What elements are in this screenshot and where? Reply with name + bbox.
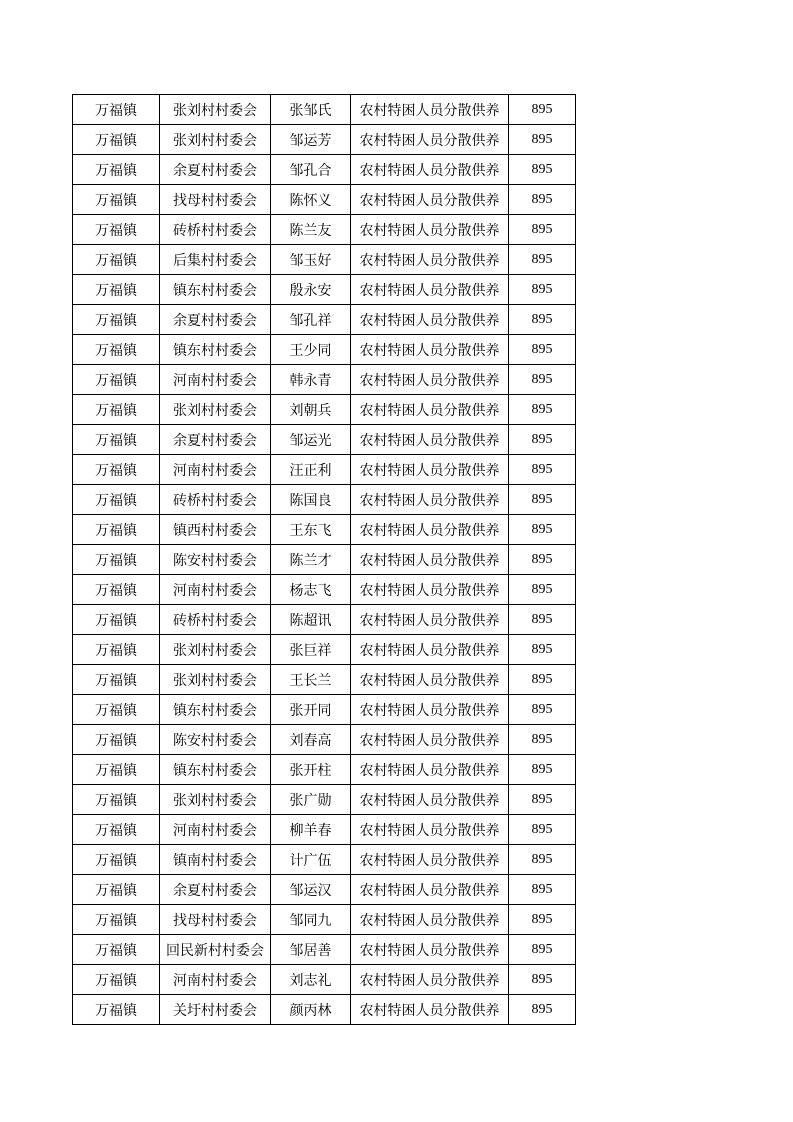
town-cell: 万福镇: [73, 695, 160, 725]
town-cell: 万福镇: [73, 755, 160, 785]
person-name-cell: 邹玉好: [271, 245, 351, 275]
person-name-cell: 计广伍: [271, 845, 351, 875]
table-row: [73, 155, 576, 185]
amount-cell: 895: [509, 995, 576, 1025]
person-name-cell: 邹居善: [271, 935, 351, 965]
person-name-cell: 殷永安: [271, 275, 351, 305]
records-table: [72, 94, 576, 1025]
assistance-type-cell: 农村特困人员分散供养: [351, 665, 509, 695]
amount-cell: 895: [509, 185, 576, 215]
town-cell: 万福镇: [73, 155, 160, 185]
amount-cell: 895: [509, 635, 576, 665]
table-row: [73, 575, 576, 605]
assistance-type-cell: 农村特困人员分散供养: [351, 845, 509, 875]
town-cell: 万福镇: [73, 935, 160, 965]
village-committee-cell: 张刘村村委会: [160, 125, 271, 155]
table-row: [73, 965, 576, 995]
table-row: [73, 665, 576, 695]
table-row: [73, 545, 576, 575]
table-row: [73, 755, 576, 785]
table-row: [73, 335, 576, 365]
village-committee-cell: 找母村村委会: [160, 905, 271, 935]
town-cell: 万福镇: [73, 125, 160, 155]
village-committee-cell: 回民新村村委会: [160, 935, 271, 965]
table-row: [73, 635, 576, 665]
town-cell: 万福镇: [73, 635, 160, 665]
table-row: [73, 245, 576, 275]
town-cell: 万福镇: [73, 365, 160, 395]
table-row: [73, 95, 576, 125]
person-name-cell: 陈兰友: [271, 215, 351, 245]
town-cell: 万福镇: [73, 215, 160, 245]
amount-cell: 895: [509, 305, 576, 335]
assistance-type-cell: 农村特困人员分散供养: [351, 95, 509, 125]
table-row: [73, 605, 576, 635]
amount-cell: 895: [509, 935, 576, 965]
assistance-type-cell: 农村特困人员分散供养: [351, 215, 509, 245]
assistance-type-cell: 农村特困人员分散供养: [351, 875, 509, 905]
village-committee-cell: 河南村村委会: [160, 575, 271, 605]
town-cell: 万福镇: [73, 185, 160, 215]
village-committee-cell: 镇南村村委会: [160, 845, 271, 875]
person-name-cell: 陈超讯: [271, 605, 351, 635]
person-name-cell: 邹同九: [271, 905, 351, 935]
person-name-cell: 邹孔祥: [271, 305, 351, 335]
amount-cell: 895: [509, 875, 576, 905]
town-cell: 万福镇: [73, 305, 160, 335]
assistance-type-cell: 农村特困人员分散供养: [351, 935, 509, 965]
assistance-type-cell: 农村特困人员分散供养: [351, 125, 509, 155]
person-name-cell: 韩永青: [271, 365, 351, 395]
table-row: [73, 845, 576, 875]
person-name-cell: 刘朝兵: [271, 395, 351, 425]
assistance-type-cell: 农村特困人员分散供养: [351, 515, 509, 545]
table-row: [73, 815, 576, 845]
person-name-cell: 汪正利: [271, 455, 351, 485]
town-cell: 万福镇: [73, 245, 160, 275]
village-committee-cell: 镇东村村委会: [160, 695, 271, 725]
table-row: [73, 125, 576, 155]
table-row: [73, 695, 576, 725]
amount-cell: 895: [509, 785, 576, 815]
assistance-type-cell: 农村特困人员分散供养: [351, 605, 509, 635]
person-name-cell: 张开柱: [271, 755, 351, 785]
amount-cell: 895: [509, 485, 576, 515]
amount-cell: 895: [509, 755, 576, 785]
amount-cell: 895: [509, 725, 576, 755]
table-row: [73, 455, 576, 485]
person-name-cell: 陈怀义: [271, 185, 351, 215]
town-cell: 万福镇: [73, 905, 160, 935]
village-committee-cell: 余夏村村委会: [160, 155, 271, 185]
town-cell: 万福镇: [73, 965, 160, 995]
village-committee-cell: 余夏村村委会: [160, 875, 271, 905]
amount-cell: 895: [509, 425, 576, 455]
assistance-type-cell: 农村特困人员分散供养: [351, 185, 509, 215]
amount-cell: 895: [509, 215, 576, 245]
amount-cell: 895: [509, 905, 576, 935]
table-row: [73, 935, 576, 965]
village-committee-cell: 砖桥村村委会: [160, 215, 271, 245]
table-row: [73, 515, 576, 545]
town-cell: 万福镇: [73, 665, 160, 695]
table-row: [73, 275, 576, 305]
assistance-type-cell: 农村特困人员分散供养: [351, 485, 509, 515]
person-name-cell: 刘春高: [271, 725, 351, 755]
table-row: [73, 995, 576, 1025]
town-cell: 万福镇: [73, 995, 160, 1025]
table-row: [73, 785, 576, 815]
person-name-cell: 杨志飞: [271, 575, 351, 605]
person-name-cell: 张开同: [271, 695, 351, 725]
table-row: [73, 725, 576, 755]
assistance-type-cell: 农村特困人员分散供养: [351, 395, 509, 425]
table-row: [73, 425, 576, 455]
person-name-cell: 张广勋: [271, 785, 351, 815]
village-committee-cell: 后集村村委会: [160, 245, 271, 275]
town-cell: 万福镇: [73, 875, 160, 905]
person-name-cell: 陈兰才: [271, 545, 351, 575]
assistance-type-cell: 农村特困人员分散供养: [351, 245, 509, 275]
amount-cell: 895: [509, 125, 576, 155]
table-row: [73, 185, 576, 215]
town-cell: 万福镇: [73, 575, 160, 605]
person-name-cell: 张邹氏: [271, 95, 351, 125]
assistance-type-cell: 农村特困人员分散供养: [351, 905, 509, 935]
person-name-cell: 王东飞: [271, 515, 351, 545]
town-cell: 万福镇: [73, 785, 160, 815]
amount-cell: 895: [509, 545, 576, 575]
table-row: [73, 485, 576, 515]
village-committee-cell: 关圩村村委会: [160, 995, 271, 1025]
assistance-type-cell: 农村特困人员分散供养: [351, 275, 509, 305]
village-committee-cell: 镇东村村委会: [160, 275, 271, 305]
amount-cell: 895: [509, 965, 576, 995]
amount-cell: 895: [509, 695, 576, 725]
person-name-cell: 王少同: [271, 335, 351, 365]
person-name-cell: 陈国良: [271, 485, 351, 515]
table-row: [73, 365, 576, 395]
village-committee-cell: 河南村村委会: [160, 965, 271, 995]
town-cell: 万福镇: [73, 275, 160, 305]
amount-cell: 895: [509, 665, 576, 695]
person-name-cell: 颜丙林: [271, 995, 351, 1025]
assistance-type-cell: 农村特困人员分散供养: [351, 965, 509, 995]
town-cell: 万福镇: [73, 395, 160, 425]
person-name-cell: 邹运芳: [271, 125, 351, 155]
amount-cell: 895: [509, 515, 576, 545]
amount-cell: 895: [509, 845, 576, 875]
amount-cell: 895: [509, 155, 576, 185]
amount-cell: 895: [509, 275, 576, 305]
assistance-type-cell: 农村特困人员分散供养: [351, 545, 509, 575]
person-name-cell: 邹运汉: [271, 875, 351, 905]
assistance-type-cell: 农村特困人员分散供养: [351, 695, 509, 725]
assistance-type-cell: 农村特困人员分散供养: [351, 815, 509, 845]
village-committee-cell: 河南村村委会: [160, 455, 271, 485]
village-committee-cell: 河南村村委会: [160, 365, 271, 395]
table-row: [73, 305, 576, 335]
town-cell: 万福镇: [73, 545, 160, 575]
amount-cell: 895: [509, 815, 576, 845]
amount-cell: 895: [509, 95, 576, 125]
village-committee-cell: 镇东村村委会: [160, 755, 271, 785]
town-cell: 万福镇: [73, 485, 160, 515]
amount-cell: 895: [509, 245, 576, 275]
assistance-type-cell: 农村特困人员分散供养: [351, 305, 509, 335]
person-name-cell: 王长兰: [271, 665, 351, 695]
village-committee-cell: 砖桥村村委会: [160, 485, 271, 515]
person-name-cell: 邹运光: [271, 425, 351, 455]
village-committee-cell: 镇西村村委会: [160, 515, 271, 545]
person-name-cell: 邹孔合: [271, 155, 351, 185]
village-committee-cell: 陈安村村委会: [160, 545, 271, 575]
village-committee-cell: 余夏村村委会: [160, 305, 271, 335]
assistance-type-cell: 农村特困人员分散供养: [351, 425, 509, 455]
town-cell: 万福镇: [73, 515, 160, 545]
village-committee-cell: 找母村村委会: [160, 185, 271, 215]
assistance-type-cell: 农村特困人员分散供养: [351, 995, 509, 1025]
amount-cell: 895: [509, 395, 576, 425]
town-cell: 万福镇: [73, 605, 160, 635]
table-row: [73, 905, 576, 935]
village-committee-cell: 陈安村村委会: [160, 725, 271, 755]
town-cell: 万福镇: [73, 725, 160, 755]
village-committee-cell: 张刘村村委会: [160, 665, 271, 695]
village-committee-cell: 余夏村村委会: [160, 425, 271, 455]
village-committee-cell: 镇东村村委会: [160, 335, 271, 365]
town-cell: 万福镇: [73, 95, 160, 125]
assistance-type-cell: 农村特困人员分散供养: [351, 335, 509, 365]
table-row: [73, 215, 576, 245]
table-row: [73, 875, 576, 905]
village-committee-cell: 张刘村村委会: [160, 95, 271, 125]
amount-cell: 895: [509, 575, 576, 605]
village-committee-cell: 张刘村村委会: [160, 785, 271, 815]
amount-cell: 895: [509, 365, 576, 395]
town-cell: 万福镇: [73, 455, 160, 485]
assistance-type-cell: 农村特困人员分散供养: [351, 785, 509, 815]
assistance-type-cell: 农村特困人员分散供养: [351, 575, 509, 605]
assistance-type-cell: 农村特困人员分散供养: [351, 455, 509, 485]
amount-cell: 895: [509, 455, 576, 485]
village-committee-cell: 张刘村村委会: [160, 635, 271, 665]
assistance-type-cell: 农村特困人员分散供养: [351, 755, 509, 785]
assistance-type-cell: 农村特困人员分散供养: [351, 635, 509, 665]
assistance-type-cell: 农村特困人员分散供养: [351, 725, 509, 755]
records-table-body: [73, 95, 576, 1025]
table-row: [73, 395, 576, 425]
town-cell: 万福镇: [73, 815, 160, 845]
person-name-cell: 刘志礼: [271, 965, 351, 995]
amount-cell: 895: [509, 605, 576, 635]
village-committee-cell: 河南村村委会: [160, 815, 271, 845]
village-committee-cell: 张刘村村委会: [160, 395, 271, 425]
person-name-cell: 张巨祥: [271, 635, 351, 665]
person-name-cell: 柳羊春: [271, 815, 351, 845]
town-cell: 万福镇: [73, 845, 160, 875]
town-cell: 万福镇: [73, 425, 160, 455]
village-committee-cell: 砖桥村村委会: [160, 605, 271, 635]
assistance-type-cell: 农村特困人员分散供养: [351, 365, 509, 395]
town-cell: 万福镇: [73, 335, 160, 365]
assistance-type-cell: 农村特困人员分散供养: [351, 155, 509, 185]
amount-cell: 895: [509, 335, 576, 365]
